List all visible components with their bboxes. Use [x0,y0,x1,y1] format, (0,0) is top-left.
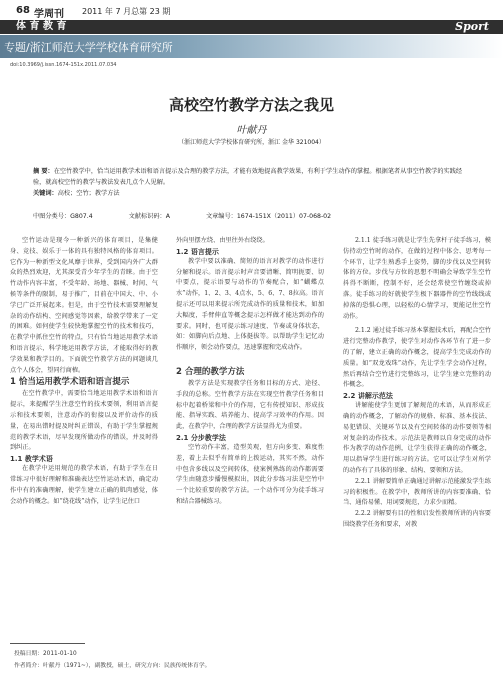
paragraph [343,326,491,391]
abstract-text: 在空竹教学中，恰当运用教学术语和语言提示及合理的教学方法，才能有效地提高教学效果，有利于学生动作的掌握。根据笔者从事空竹教学的实践经验，就高校空竹的教学与教法发表几点个人见解。 [33,168,463,186]
heading-1: 1 恰当运用教学术语和语言提示 [10,377,130,388]
author-bio: 作者简介：叶献丹（1971~），副教授，硕士，研究方向：民族传统体育学。 [14,663,211,669]
paragraph-text: 教师所讲的内容要围绕教学任务和要求，对教 [343,510,491,528]
heading-2-2-1: 2.2.1 讲解要简单正确 [355,477,417,485]
abstract-label: 摘 要： [33,168,54,175]
paragraph-text: 再配合空竹进行完整动作教学，使学生对动作各环节有了进一步的了解，建立正确的动作概念，提高学生完成动作的质量。如“双龙戏珠”动作，先让学生学会动作过程，然后再结合空竹进行完整练习，让学生建立完整的动作概念。 [343,327,491,389]
author-name: 叶献丹 [236,125,267,136]
paragraph [343,477,491,509]
page-number: 68 [16,5,30,16]
article-title: 高校空竹教学方法之我见 [168,96,334,114]
section-title: 体 育 教 育 [16,21,67,32]
heading-1-1: 1.1 教学术语 [10,455,53,464]
issue-info: 2011 年 7 月总第 23 期 [82,7,171,16]
paragraph-text: ，模仿持动空竹时的动作，在做的过程中体会、思考每一个环节，让学生熟悉手上姿势，脚的步伐以及空间转体的方位。步伐与方位的思想不明确会导致学生空竹抖得不断断，控制不好，还会经常使空竹缠绕或掉落。徒手练习的好就使学生极下器器件的空竹线线或掉落的恐惧心理，以轻松的心情学习，更能记住空竹动作。 [343,237,491,320]
heading-2-2-2: 2.2.2 讲解要有目的性和启发性 [355,510,442,518]
received-date: 投稿日期：2011-01-10 [14,651,77,657]
footnote-rule [10,643,85,644]
section-title-en: Sport [455,20,489,33]
intro-paragraph: 空竹运动是现今一种新兴的体育项目，是集健身、竞技、娱乐于一体的具有独特风格的体育项目。它作为一种新型文化风靡于世界，受到国内外广大群众的热烈欢迎，尤其深受青少年学生的青睐。由于空竹动作内容丰富，不受年龄、场地、器械、时间、气候等条件的限制，易于推广，目前在中国大、中、小学已广泛开展起来。但是，由于空竹技术需要理解复杂的动作结构、空间感觉等因素，给教学带来了一定的困难。如何使学生较快地掌握空竹的技术和技巧，在教学中抓住空竹的特点，只有恰当地运用教学术语和语言提示，科学地运用教学方法，才能取得好的教学效果和教学目的。下面就空竹教学方法的问题谈几点个人体会，望同行商榷。 [10,237,158,374]
paragraph [343,509,491,531]
affiliation: （浙江师范大学学校体育研究所，浙江 金华 321004） [178,139,325,146]
heading-2-1-1: 2.1.1 徒手练习就是让学生先拿杆子徒手练习 [355,237,479,244]
paragraph: 在教学中运用规范的教学术语，有助于学生在日常练习中很好理解和准确表达空竹运动术语，确定动作中有的准确理解，使学生建立正确的肌肉感觉，体会动作的概念。如“绕花线”动作，让学生记住口 [10,465,158,505]
column-2 [176,236,324,508]
paragraph-text: 通过讲解示范能激发学生练习的积极性。在教学中，教师所讲的内容要准确、恰当、通俗易懂、用词要规范，力求少而精。 [343,477,491,507]
paragraph: 教学中要以准确、简短的语言对教学的动作进行分解和提示。语言提示时声音要清晰、简明扼要、切中要点，提示语要与动作的节奏配合，如“蝴蝶点水”动作，1、2、3、4点水，5、6、7、8拉高。语言提示还可以用来提示所完成动作的质量和技术，如加大幅度，手臂伸直等概念提示怎样做才能达到动作的要求。同时，也可提示练习速度、节奏或身体状态，如：如脚向后点地、上体挺拔等。以帮助学生记忆动作顺序，领会动作要点，迅速掌握和完成动作。 [176,257,324,352]
section-bar [0,20,503,34]
keywords-text: 高校；空竹；教学方法 [57,190,120,197]
heading-2-1-2: 2.1.2 通过徒手练习基本掌握技术后， [355,327,460,335]
paragraph: 外向里摆左绕、由里往外右绕绕。 [176,237,269,244]
clc-code: 中图分类号：G807.4 [33,213,93,220]
heading-2-2: 2.2 讲解示范法 [343,392,393,401]
topic-text: 专题/浙江师范大学学校体育研究所 [4,41,173,54]
column-3 [343,236,491,531]
paragraph: 空竹动作丰富，造型美观，但方向多变、难度性差，着上去似乎有简单的上拨运动，其实不然，动作中包含多线以及空间转体，使案例熟练的动作都需要学生由随意步播慢模拟出，因此分步练习法是空竹中一个比较重要的教学方法。一个动作可分为徒手练习和结合器械练习。 [176,443,324,505]
paragraph: 在空竹教学中，需要恰当地运用教学术语和语言提示，来提醒学生注意空竹的技术要领，利用语言提示和技术要领，注意动作的衔接以及评价动作的质量，在易出错时提及时纠正错误，有助于学生掌握规范的教学术语，尽早发现所做动作的错误，并及时得到纠正。 [10,390,158,452]
keywords-label: 关键词： [33,190,58,197]
doc-code: 文献标识码：A [128,213,170,220]
abstract [33,166,473,199]
topic-banner [0,35,503,58]
paragraph: 教学方法是实现教学任务和目标的方式、途径、手段的总称。空竹教学方法在实现空竹教学任务和目标中起着桥梁和中介的作用，它有传授知识、形成技能、指导实践、培养能力、提高学习效率的作用。因此，在教学中，合理的教学方法显得尤为重要。 [176,379,324,431]
paragraph: 讲解能使学生更加了解规范的术语，从而形成正确的动作概念，了解动作的规格、标准、基本技法、易犯错误、关键环节以及有空间转体的动作要领等相对复杂的动作技术。示范法是教师以自身完成的动作作为教学的动作范例，让学生获得正确的动作概念，用以指导学生进行练习的方法。它可以让学生对所学的动作有了具体的形象、结构、要领和方法。 [343,402,491,474]
journal-name: 学周刊 [34,9,64,20]
classification-row [33,211,473,220]
doi: doi:10.3969/j.issn.1674-151x.2011.07.034 [10,62,117,68]
heading-1-2: 1.2 语言提示 [176,247,219,256]
running-header [0,0,503,22]
heading-2: 2 合理的教学方法 [176,366,245,377]
heading-2-1: 2.1 分步教学法 [176,433,226,442]
article-number: 文章编号：1674-151X（2011）07-068-02 [205,213,332,220]
paragraph [343,236,491,322]
column-1 [10,236,158,507]
